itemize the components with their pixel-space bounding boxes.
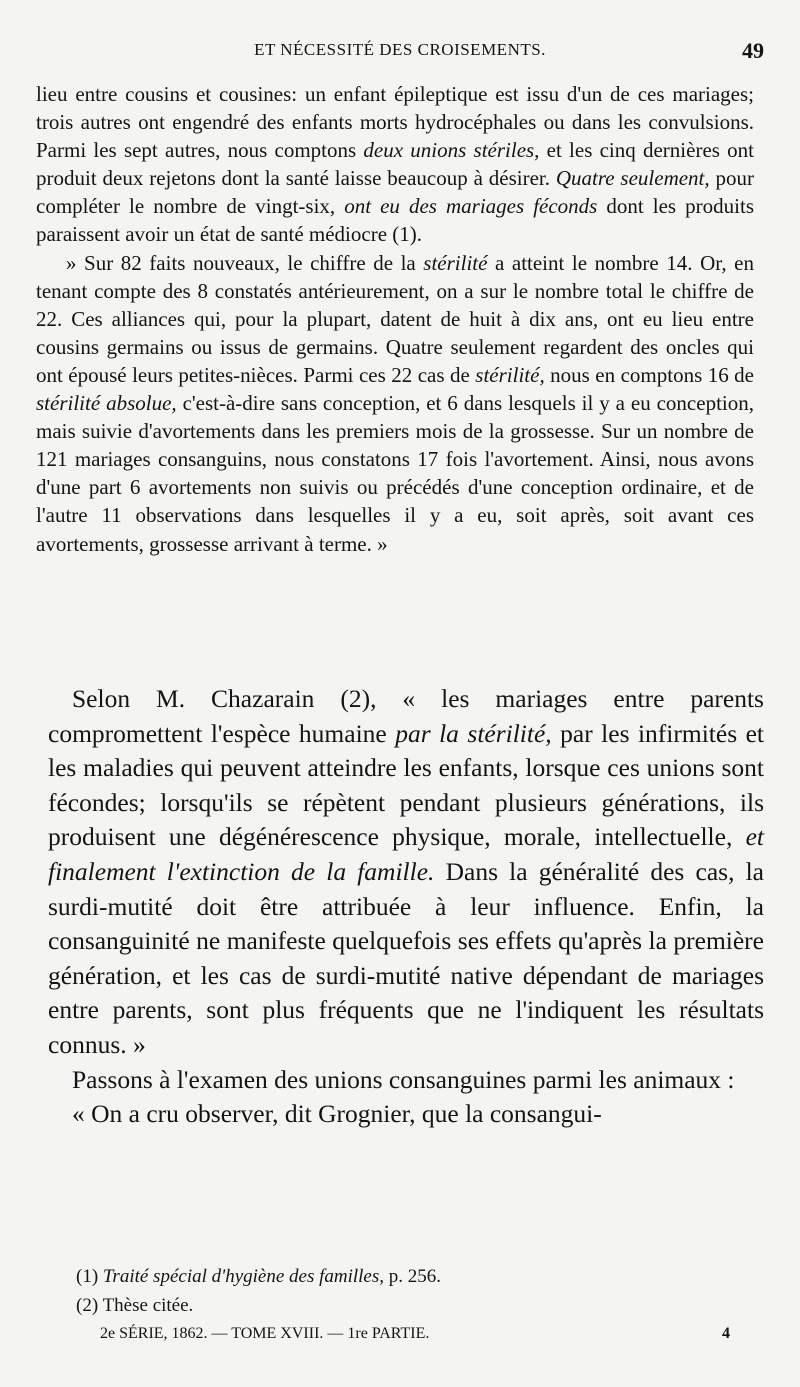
series-line: 2e SÉRIE, 1862. — TOME XVIII. — 1re PARTIE. xyxy=(100,1325,430,1342)
page-header xyxy=(36,40,764,70)
footnote-2: (2) Thèse citée. xyxy=(76,1295,194,1316)
page-number: 49 xyxy=(742,38,764,63)
quoted-passage xyxy=(36,80,754,558)
running-title: ET NÉCESSITÉ DES CROISEMENTS. xyxy=(254,40,546,59)
body-paragraph-1: Selon M. Chazarain (2), « les mariages entre parents compromettent l'espèce humaine par la stérilité, par les infirmités et les maladies qui peuvent atteindre les enfants, lorsque ces unions sont fécondes; lorsqu'ils se répètent pendant plusieurs générations, ils produisent une dégénérescence physique, morale, intellectuelle, et finalement l'extinction de la famille. Dans la généralité des cas, la surdi-mutité doit être attribuée à leur influence. Enfin, la consanguinité ne manifeste quelquefois ses effets qu'après la première génération, et les cas de surdi-mutité native dépendant de mariages entre parents, sont plus fréquents que ne l'indiquent les résultats connus. » xyxy=(48,684,764,1059)
quote-paragraph-2: » Sur 82 faits nouveaux, le chiffre de la stérilité a atteint le nombre 14. Or, en tenant compte des 8 constatés antérieurement, on a sur le nombre total le chiffre de 22. Ces alliances qui, pour la plupart, datent de huit à dix ans, ont eu lieu entre cousins germains ou issus de germains. Quatre seulement regardent des oncles qui ont épousé leurs petites-nièces. Parmi ces 22 cas de stérilité, nous en comptons 16 de stérilité absolue, c'est-à-dire sans conception, et 6 dans lesquels il y a eu conception, mais suivie d'avortements dans les premiers mois de la grossesse. Sur un nombre de 121 mariages consanguins, nous constatons 17 fois l'avortement. Ainsi, nous avons d'une part 6 avortements non suivis ou précédés d'une conception ordinaire, et de l'autre 11 observations dans lesquelles il y a eu, soit après, soit avant ces avortements, grossesse arrivant à terme. » xyxy=(36,250,754,556)
sheet-number: 4 xyxy=(722,1325,730,1342)
quote-paragraph-1: lieu entre cousins et cousines: un enfant épileptique est issu d'un de ces mariages; trois autres ont engendré des enfants morts hydrocéphales ou dans les convulsions. Parmi les sept autres, nous comptons deux unions stériles, et les cinq dernières ont produit deux rejetons dont la santé laisse beaucoup à désirer. Quatre seulement, pour compléter le nombre de vingt-six, ont eu des mariages féconds dont les produits paraissent avoir un état de santé médiocre (1). xyxy=(36,82,755,247)
main-text xyxy=(48,682,764,1132)
footnote-1: (1) Traité spécial d'hygiène des familles, p. 256. xyxy=(76,1266,442,1287)
footnotes xyxy=(76,1262,766,1320)
body-paragraph-3: « On a cru observer, dit Grognier, que la consangui- xyxy=(72,1099,602,1129)
body-paragraph-2: Passons à l'examen des unions consanguines parmi les animaux : xyxy=(72,1064,735,1094)
